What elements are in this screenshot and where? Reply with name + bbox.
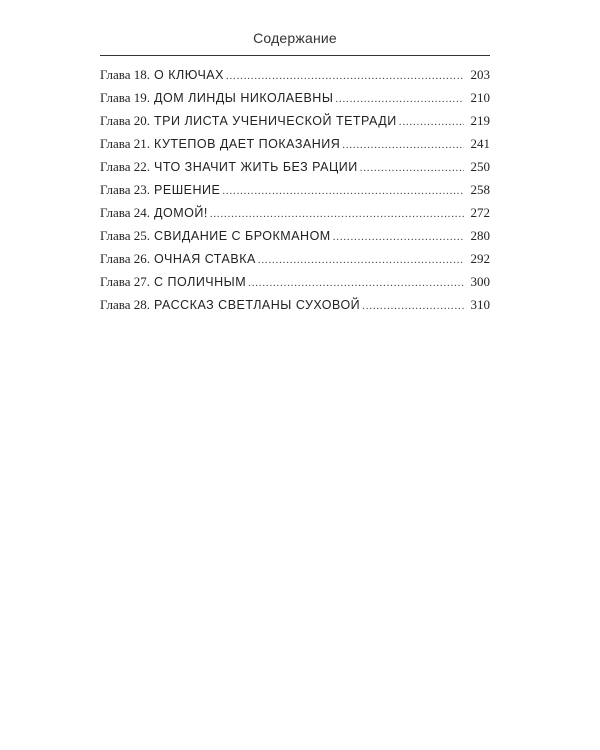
toc-dot-leader [226,70,464,82]
toc-chapter-number: Глава 20. [100,113,151,128]
toc-chapter-number: Глава 27. [100,274,151,289]
toc-chapter-number: Глава 25. [100,228,151,243]
toc-dot-leader [210,208,464,220]
toc-dot-leader [342,139,464,151]
toc-chapter-title: ДОМ ЛИНДЫ НИКОЛАЕВНЫ [154,91,334,105]
toc-dot-leader [362,300,464,312]
toc-entry-22 [100,159,490,182]
toc-entry-19 [100,90,490,113]
toc-chapter-title: О КЛЮЧАХ [154,68,224,82]
toc-dot-leader [333,231,464,243]
toc-entry-21 [100,136,490,159]
toc-chapter-number: Глава 26. [100,251,151,266]
toc-entry-20 [100,113,490,136]
toc-entry-26 [100,251,490,274]
toc-dot-leader [360,162,464,174]
toc-chapter-number: Глава 18. [100,67,151,82]
toc-page-number: 258 [470,182,490,197]
toc-chapter-title: ЧТО ЗНАЧИТ ЖИТЬ БЕЗ РАЦИИ [154,160,358,174]
toc-chapter-number: Глава 23. [100,182,151,197]
toc-entry-27 [100,274,490,297]
toc-chapter-title: С ПОЛИЧНЫМ [154,275,247,289]
toc-page-number: 310 [470,297,490,312]
toc-page-number: 203 [470,67,490,82]
toc-chapter-number: Глава 21. [100,136,151,151]
toc-dot-leader [258,254,464,266]
toc-entry-18 [100,67,490,90]
toc-chapter-number: Глава 24. [100,205,151,220]
toc-dot-leader [399,116,464,128]
toc-entry-23 [100,182,490,205]
toc-page-number: 250 [470,159,490,174]
toc-entry-24 [100,205,490,228]
toc-chapter-title: ОЧНАЯ СТАВКА [154,252,256,266]
toc-chapter-title: РЕШЕНИЕ [154,183,221,197]
toc-chapter-title: ТРИ ЛИСТА УЧЕНИЧЕСКОЙ ТЕТРАДИ [154,114,397,128]
toc-chapter-title: ДОМОЙ! [154,206,208,220]
toc-page-number: 210 [470,90,490,105]
toc-page-number: 272 [470,205,490,220]
toc-page-number: 241 [470,136,490,151]
toc-chapter-title: РАССКАЗ СВЕТЛАНЫ СУХОВОЙ [154,298,361,312]
table-of-contents [100,67,490,320]
toc-chapter-title: СВИДАНИЕ С БРОКМАНОМ [154,229,331,243]
running-head-title: Содержание [253,30,337,46]
toc-dot-leader [222,185,464,197]
toc-dot-leader [335,93,464,105]
toc-dot-leader [248,277,464,289]
toc-chapter-number: Глава 19. [100,90,151,105]
toc-page-number: 300 [470,274,490,289]
toc-page-number: 292 [470,251,490,266]
toc-chapter-number: Глава 28. [100,297,151,312]
toc-page-number: 280 [470,228,490,243]
toc-chapter-title: КУТЕПОВ ДАЕТ ПОКАЗАНИЯ [154,137,341,151]
toc-entry-25 [100,228,490,251]
toc-chapter-number: Глава 22. [100,159,151,174]
toc-page-number: 219 [470,113,490,128]
header-rule [100,55,490,56]
toc-entry-28 [100,297,490,320]
